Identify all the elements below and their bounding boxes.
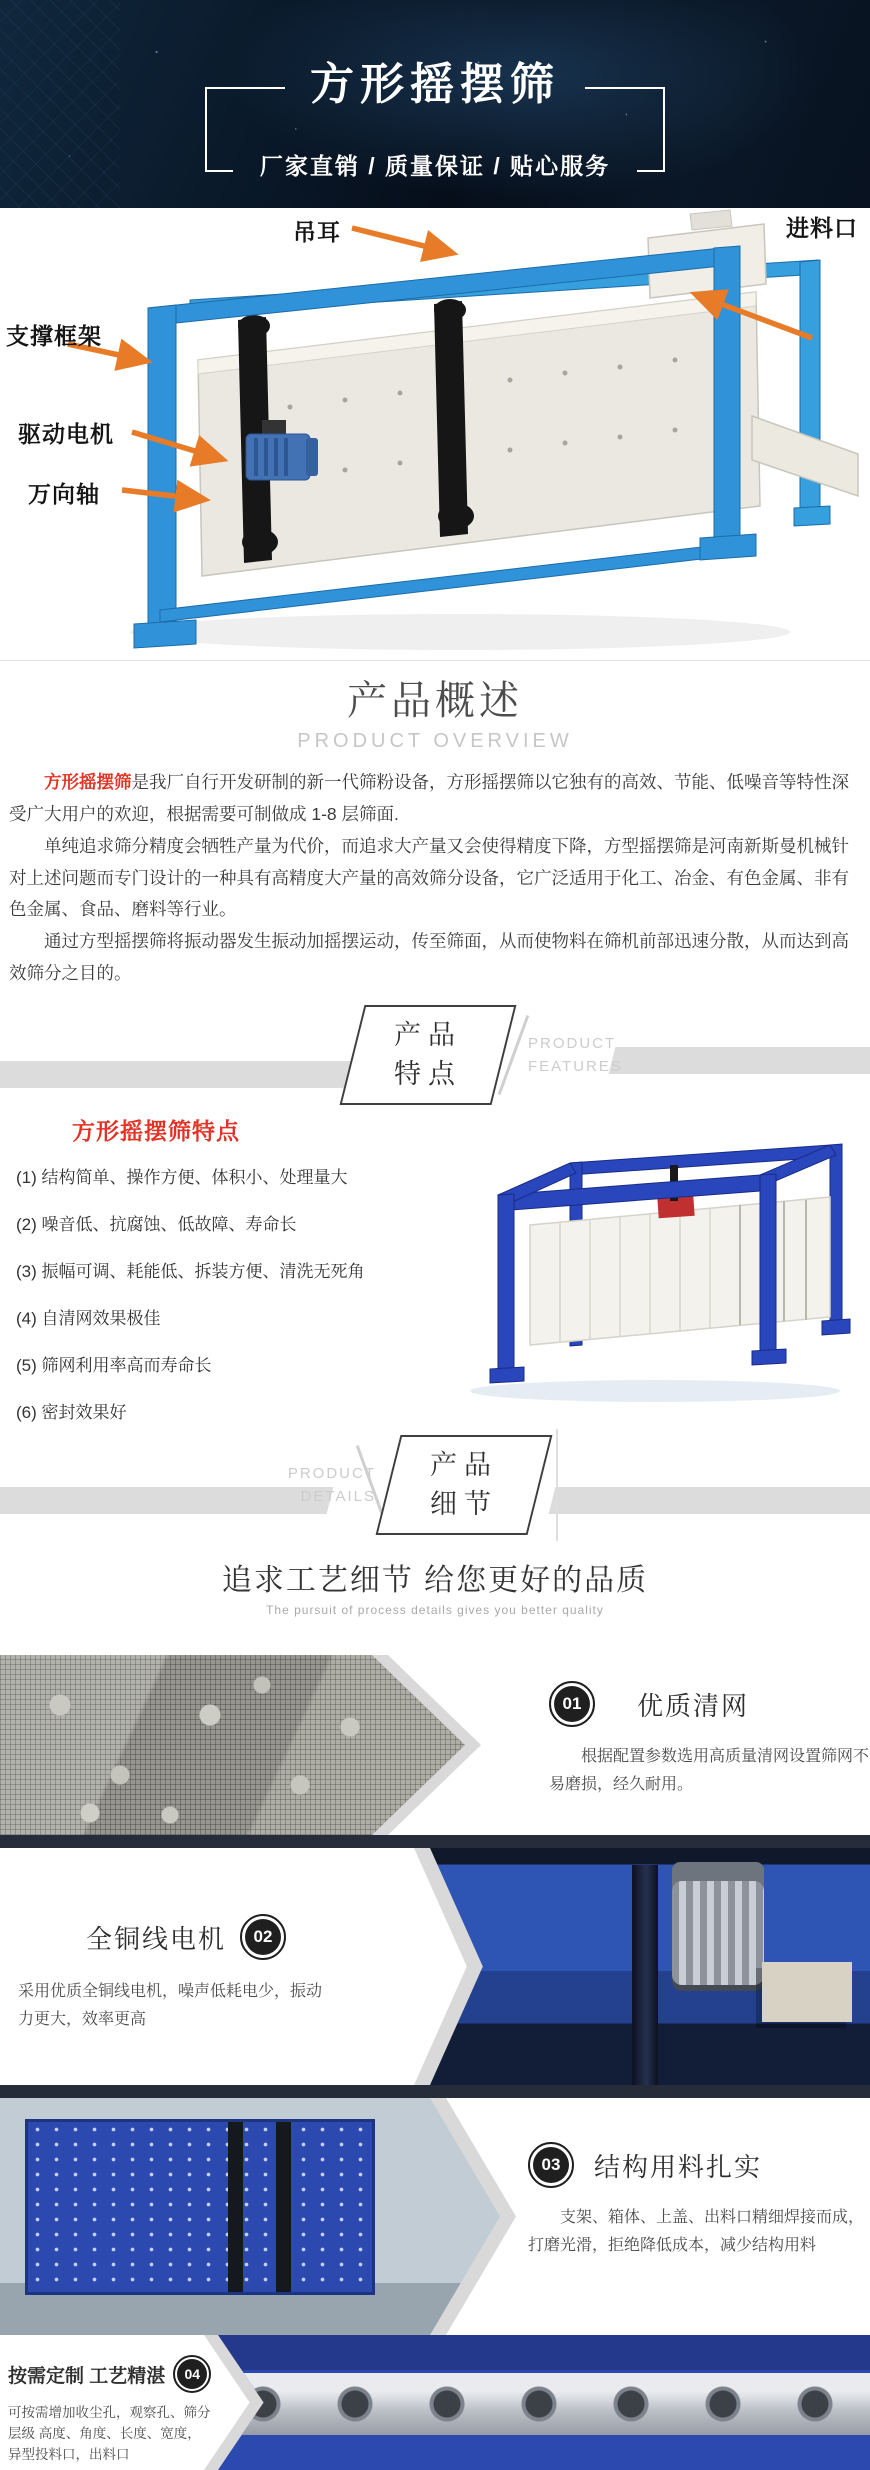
- detail-block-2-desc: 采用优质全铜线电机，噪声低耗电少，振动力更大，效率更高: [18, 1983, 323, 2028]
- detail-block-1-desc: 根据配置参数选用高质量清网设置筛网不易磨损，经久耐用。: [549, 1748, 870, 1793]
- details-header-vertical-line: [556, 1429, 558, 1541]
- number-badge-04: 04: [173, 2355, 211, 2393]
- overview-subtitle-en: PRODUCT OVERVIEW: [297, 730, 573, 752]
- motor-shape: [672, 1881, 764, 1985]
- features-list-title: 方形摇摆筛特点: [72, 1118, 240, 1144]
- detail-block-3-title: 结构用料扎实: [594, 2151, 763, 2182]
- detail-block-3: [0, 2098, 870, 2335]
- features-sieve-illustration: [430, 1105, 870, 1405]
- overview-title: 产品概述: [347, 679, 523, 723]
- details-badge-box: 产品 细节: [376, 1435, 553, 1535]
- detail-block-3-desc: 支架、箱体、上盖、出料口精细焊接而成，打磨光滑，拒绝降低成本，减少结构用料: [528, 2209, 865, 2254]
- detail-block-2-title: 全铜线电机: [86, 1923, 227, 1954]
- feature-item: (1) 结构简单、操作方便、体积小、处理量大: [16, 1168, 348, 1187]
- features-header: [0, 1005, 870, 1105]
- detail-block-4: [0, 2335, 870, 2470]
- detail-block-1-title: 优质清网: [637, 1690, 750, 1721]
- mesh-screen-photo: [0, 1655, 465, 1835]
- feature-item: (3) 振幅可调、耗能低、拆装方便、清洗无死角: [16, 1262, 365, 1281]
- features-product-photo: [430, 1105, 870, 1405]
- outlet-holes-band: [218, 2373, 870, 2435]
- detail-block-2: [0, 1848, 870, 2085]
- overview-paragraphs: [9, 767, 861, 990]
- features-header-en: PRODUCT FEATURES: [528, 1035, 623, 1075]
- hero-product-photo: [0, 208, 870, 660]
- details-header-en: PRODUCT DETAILS: [287, 1465, 376, 1505]
- sieve-body-photo: [0, 2098, 500, 2335]
- feature-item: (5) 筛网利用率高而寿命长: [16, 1356, 212, 1375]
- details-header-right-bar: [549, 1487, 870, 1514]
- detail-block-1-text: [465, 1655, 870, 1835]
- page-subtitle: 厂家直销 / 质量保证 / 贴心服务: [259, 153, 611, 179]
- features-list: [0, 1105, 430, 1422]
- details-header: [0, 1435, 870, 1535]
- label-support-frame: 支撑框架: [6, 323, 102, 349]
- overview-highlight: 方形摇摆筛: [44, 772, 132, 792]
- divider-strip: [0, 1835, 870, 1848]
- feature-item: (4) 自清网效果极佳: [16, 1309, 161, 1328]
- number-badge-03: 03: [528, 2142, 574, 2188]
- label-lifting-ear: 吊耳: [293, 219, 341, 245]
- feature-item: (6) 密封效果好: [16, 1403, 127, 1422]
- details-tagline-en: The pursuit of process details gives you better quality: [266, 1603, 604, 1617]
- number-badge-01: 01: [549, 1681, 595, 1727]
- copper-motor-photo: [430, 1848, 870, 2085]
- overview-paragraph-2: 单纯追求筛分精度会牺牲产量为代价，而追求大产量又会使得精度下降，方型摇摆筛是河南新斯曼机械针对上述问题而专门设计的一种具有高精度大产量的高效筛分设备，它广泛适用于化工、冶金、有色金属、非有色金属、食品、磨料等行业。: [9, 835, 849, 920]
- overview-section: [0, 660, 870, 1005]
- features-badge-box: 产品 特点: [340, 1005, 517, 1105]
- divider-strip: [0, 2085, 870, 2098]
- detail-block-2-text: [0, 1848, 430, 2085]
- page-header: [0, 0, 870, 208]
- features-header-right-bar: [609, 1047, 870, 1074]
- overview-paragraph-1: 方形摇摆筛是我厂自行开发研制的新一代筛粉设备，方形摇摆筛以它独有的高效、节能、低噪音等特性深受广大用户的欢迎，根据需要可制做成 1-8 层筛面.: [9, 772, 849, 824]
- overview-paragraph-3: 通过方型摇摆筛将振动器发生振动加摇摆运动，传至筛面，从而使物料在筛机前部迅速分散，从而达到高效筛分之目的。: [9, 931, 849, 984]
- features-header-left-bar: [0, 1061, 363, 1088]
- label-feed-inlet: 进料口: [786, 215, 858, 241]
- page-title: 方形摇摆筛: [310, 60, 560, 109]
- number-badge-02: 02: [240, 1914, 286, 1960]
- outlet-plate-photo: [218, 2335, 870, 2470]
- detail-block-4-title: 按需定制 工艺精湛: [8, 2365, 166, 2387]
- features-body: [0, 1105, 870, 1422]
- detail-block-3-text: [500, 2098, 870, 2335]
- detail-blocks: [0, 1655, 870, 2470]
- label-universal-shaft: 万向轴: [28, 481, 100, 507]
- sieve-box-shape: [25, 2119, 375, 2294]
- feature-item: (2) 噪音低、抗腐蚀、低故障、寿命长: [16, 1215, 297, 1234]
- sieve-machine-illustration: [0, 208, 870, 660]
- detail-block-4-desc: 可按需增加收尘孔，观察孔、筛分层级 高度、角度、长度、宽度，异型投料口，出料口: [8, 2405, 211, 2462]
- details-tagline: 追求工艺细节 给您更好的品质: [221, 1564, 649, 1597]
- detail-block-4-text: [0, 2335, 218, 2470]
- detail-block-1: [0, 1655, 870, 1835]
- label-drive-motor: 驱动电机: [18, 421, 114, 447]
